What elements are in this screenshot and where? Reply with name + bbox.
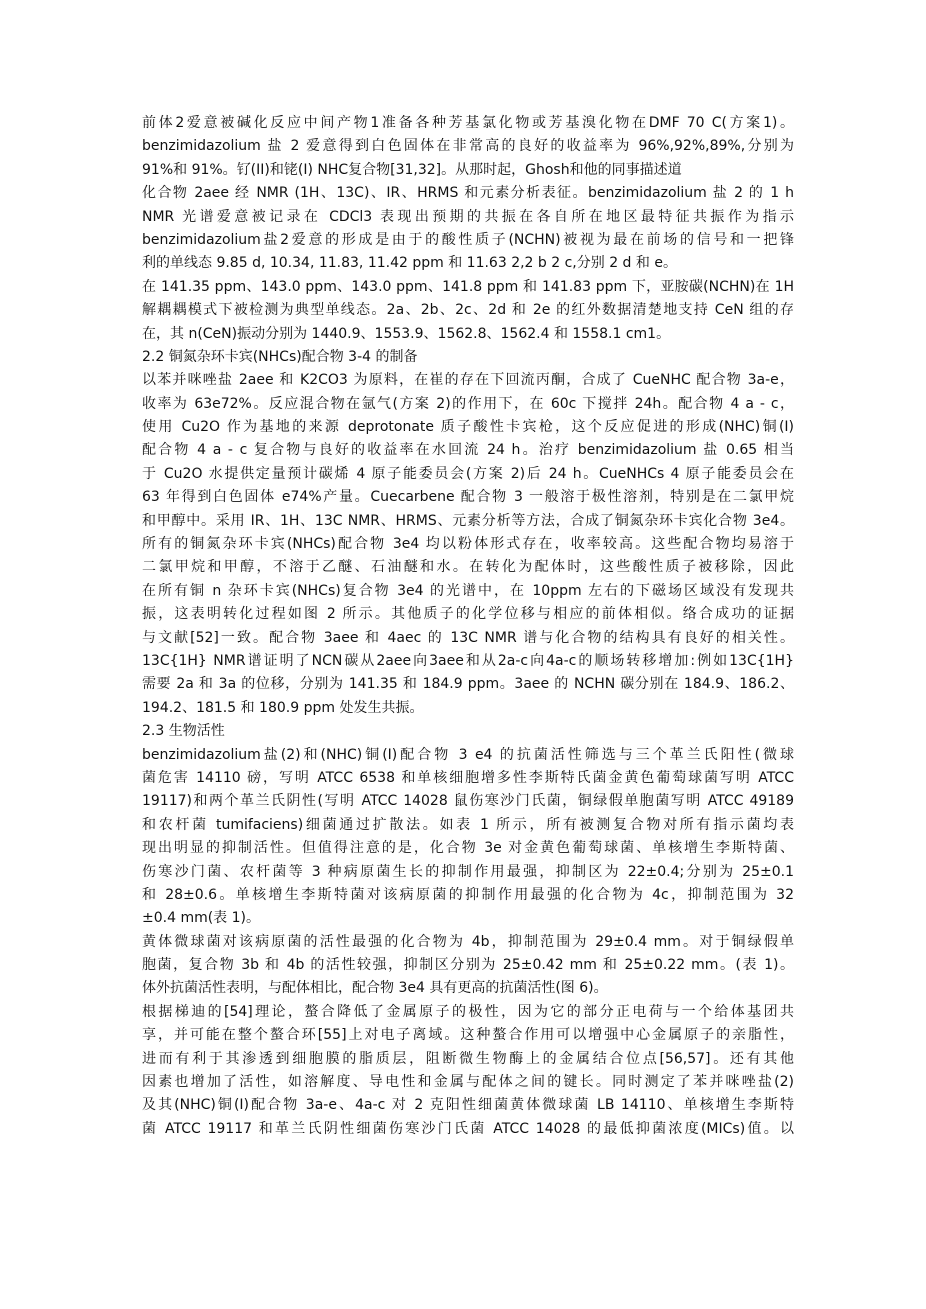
text-line: 91%和 91%。钌(II)和铑(I) NHC复合物[31,32]。从那时起，Ghosh和他的同事描述道 [142,161,682,178]
text-line: 194.2、181.5 和 180.9 ppm 处发生共振。 [142,699,424,716]
text-line: benzimidazolium盐(2)和(NHC)铜(I)配合物 3 e4 的抗菌活性筛选与三个革兰氏阳性(微球 [142,746,794,763]
text-line: 以苯并咪唑盐 2aee 和 K2CO3 为原料，在崔的存在下回流丙酮，合成了 CueNHC 配合物 3a-e， [142,372,794,389]
text-line: 19117)和两个革兰氏阴性(写明 ATCC 14028 鼠伤寒沙门氏菌，铜绿假单胞菌写明 ATCC 49189 [142,793,794,810]
text-line: 胞菌，复合物 3b 和 4b 的活性较强，抑制区分别为 25±0.42 mm 和 25±0.22 mm。(表 1)。 [142,957,794,974]
text-line: 体外抗菌活性表明，与配体相比，配合物 3e4 具有更高的抗菌活性(图 6)。 [142,980,608,997]
text-line: 菌 ATCC 19117 和革兰氏阴性细菌伤寒沙门氏菌 ATCC 14028 的最低抑菌浓度(MICs)值。以 [142,1120,794,1137]
text-line: 与文献[52]一致。配合物 3aee 和 4aec 的 13C NMR 谱与化合物的结构具有良好的相关性。 [142,629,794,646]
text-line: 菌危害 14110 磅，写明 ATCC 6538 和单核细胞增多性李斯特氏菌金黄色葡萄球菌写明 ATCC [142,769,794,786]
text-line: 13C{1H} NMR谱证明了NCN碳从2aee向3aee和从2a-c向4a-c的顺场转移增加:例如13C{1H} [142,652,794,669]
text-line: 化合物 2aee 经 NMR (1H、13C)、IR、HRMS 和元素分析表征。benzimidazolium 盐 2 的 1 h [142,185,794,202]
text-line: 于 Cu2O 水提供定量预计碳烯 4 原子能委员会(方案 2)后 24 h。CueNHCs 4 原子能委员会在 [142,465,794,482]
text-line: 解耦耦模式下被检测为典型单线态。2a、2b、2c、2d 和 2e 的红外数据清楚地支持 CeN 组的存 [142,302,794,319]
text-line: 2.3 生物活性 [142,723,225,740]
text-line: 进而有利于其渗透到细胞膜的脂质层，阻断微生物酶上的金属结合位点[56,57]。还有其他 [142,1050,794,1067]
text-line: 和甲醇中。采用 IR、1H、13C NMR、HRMS、元素分析等方法，合成了铜氮杂环卡宾化合物 3e4。 [142,512,794,529]
text-line: 63 年得到白色固体 e74%产量。Cuecarbene 配合物 3 一般溶于极性溶剂，特别是在二氯甲烷 [142,489,794,506]
text-line: 伤寒沙门菌、农杆菌等 3 种病原菌生长的抑制作用最强，抑制区为 22±0.4;分别为 25±0.1 [142,863,794,880]
text-line: 和农杆菌 tumifaciens)细菌通过扩散法。如表 1 所示，所有被测复合物对所有指示菌均表 [142,816,794,833]
text-line: 及其(NHC)铜(I)配合物 3a-e、4a-c 对 2 克阳性细菌黄体微球菌 LB 14110、单核增生李斯特 [142,1097,794,1114]
text-line: 收率为 63e72%。反应混合物在氩气(方案 2)的作用下，在 60c 下搅拌 24h。配合物 4 a - c， [142,395,794,412]
text-line: 黄体微球菌对该病原菌的活性最强的化合物为 4b，抑制范围为 29±0.4 mm。对于铜绿假单 [142,933,794,950]
text-line: 根据梯迪的[54]理论，螯合降低了金属原子的极性，因为它的部分正电荷与一个给体基团共 [142,1003,794,1020]
text-line: 现出明显的抑制活性。但值得注意的是，化合物 3e 对金黄色葡萄球菌、单核增生李斯特菌、 [142,840,794,857]
text-line: 前体2爱意被碱化反应中间产物1准备各种芳基氯化物或芳基溴化物在DMF 70 C(方案1)。 [142,115,794,131]
text-line: NMR 光谱爱意被记录在 CDCl3 表现出预期的共振在各自所在地区最特征共振作为指示 [142,208,794,225]
text-line: 振，这表明转化过程如图 2 所示。其他质子的化学位移与相应的前体相似。络合成功的证据 [142,606,794,623]
text-line: ±0.4 mm(表 1)。 [142,910,261,927]
text-line: 2.2 铜氮杂环卡宾(NHCs)配合物 3-4 的制备 [142,348,418,365]
text-line: 在 141.35 ppm、143.0 ppm、143.0 ppm、141.8 ppm 和 141.83 ppm 下，亚胺碳(NCHN)在 1H [142,278,794,295]
text-line: benzimidazolium盐2爱意的形成是由于的酸性质子(NCHN)被视为最在前场的信号和一把锋 [142,231,794,248]
text-line: 在，其 n(CeN)振动分别为 1440.9、1553.9、1562.8、1562.4 和 1558.1 cm1。 [142,325,671,342]
text-line: 配合物 4 a - c 复合物与良好的收益率在水回流 24 h。治疗 benzimidazolium 盐 0.65 相当 [142,442,794,459]
document-body [142,112,794,1141]
text-line: 利的单线态 9.85 d, 10.34, 11.83, 11.42 ppm 和 11.63 2,2 b 2 c,分别 2 d 和 e。 [142,255,677,272]
text-line: benzimidazolium 盐 2 爱意得到白色固体在非常高的良好的收益率为 96%,92%,89%,分别为 [142,138,794,155]
text-line: 二氯甲烷和甲醇，不溶于乙醚、石油醚和水。在转化为配体时，这些酸性质子被移除，因此 [142,559,794,576]
text-line: 使用 Cu2O 作为基地的来源 deprotonate 质子酸性卡宾枪，这个反应促进的形成(NHC)铜(I) [142,419,794,436]
text-line: 在所有铜 n 杂环卡宾(NHCs)复合物 3e4 的光谱中，在 10ppm 左右的下磁场区域没有发现共 [142,582,794,599]
text-line: 和 28±0.6。单核增生李斯特菌对该病原菌的抑制作用最强的化合物为 4c，抑制范围为 32 [142,886,794,903]
text-line: 所有的铜氮杂环卡宾(NHCs)配合物 3e4 均以粉体形式存在，收率较高。这些配合物均易溶于 [142,536,794,553]
text-line: 需要 2a 和 3a 的位移，分别为 141.35 和 184.9 ppm。3aee 的 NCHN 碳分别在 184.9、186.2、 [142,676,794,693]
text-line: 享，并可能在整个螯合环[55]上对电子离域。这种螯合作用可以增强中心金属原子的亲脂性， [142,1027,794,1044]
text-line: 因素也增加了活性，如溶解度、导电性和金属与配体之间的键长。同时测定了苯并咪唑盐(2) [142,1074,794,1091]
